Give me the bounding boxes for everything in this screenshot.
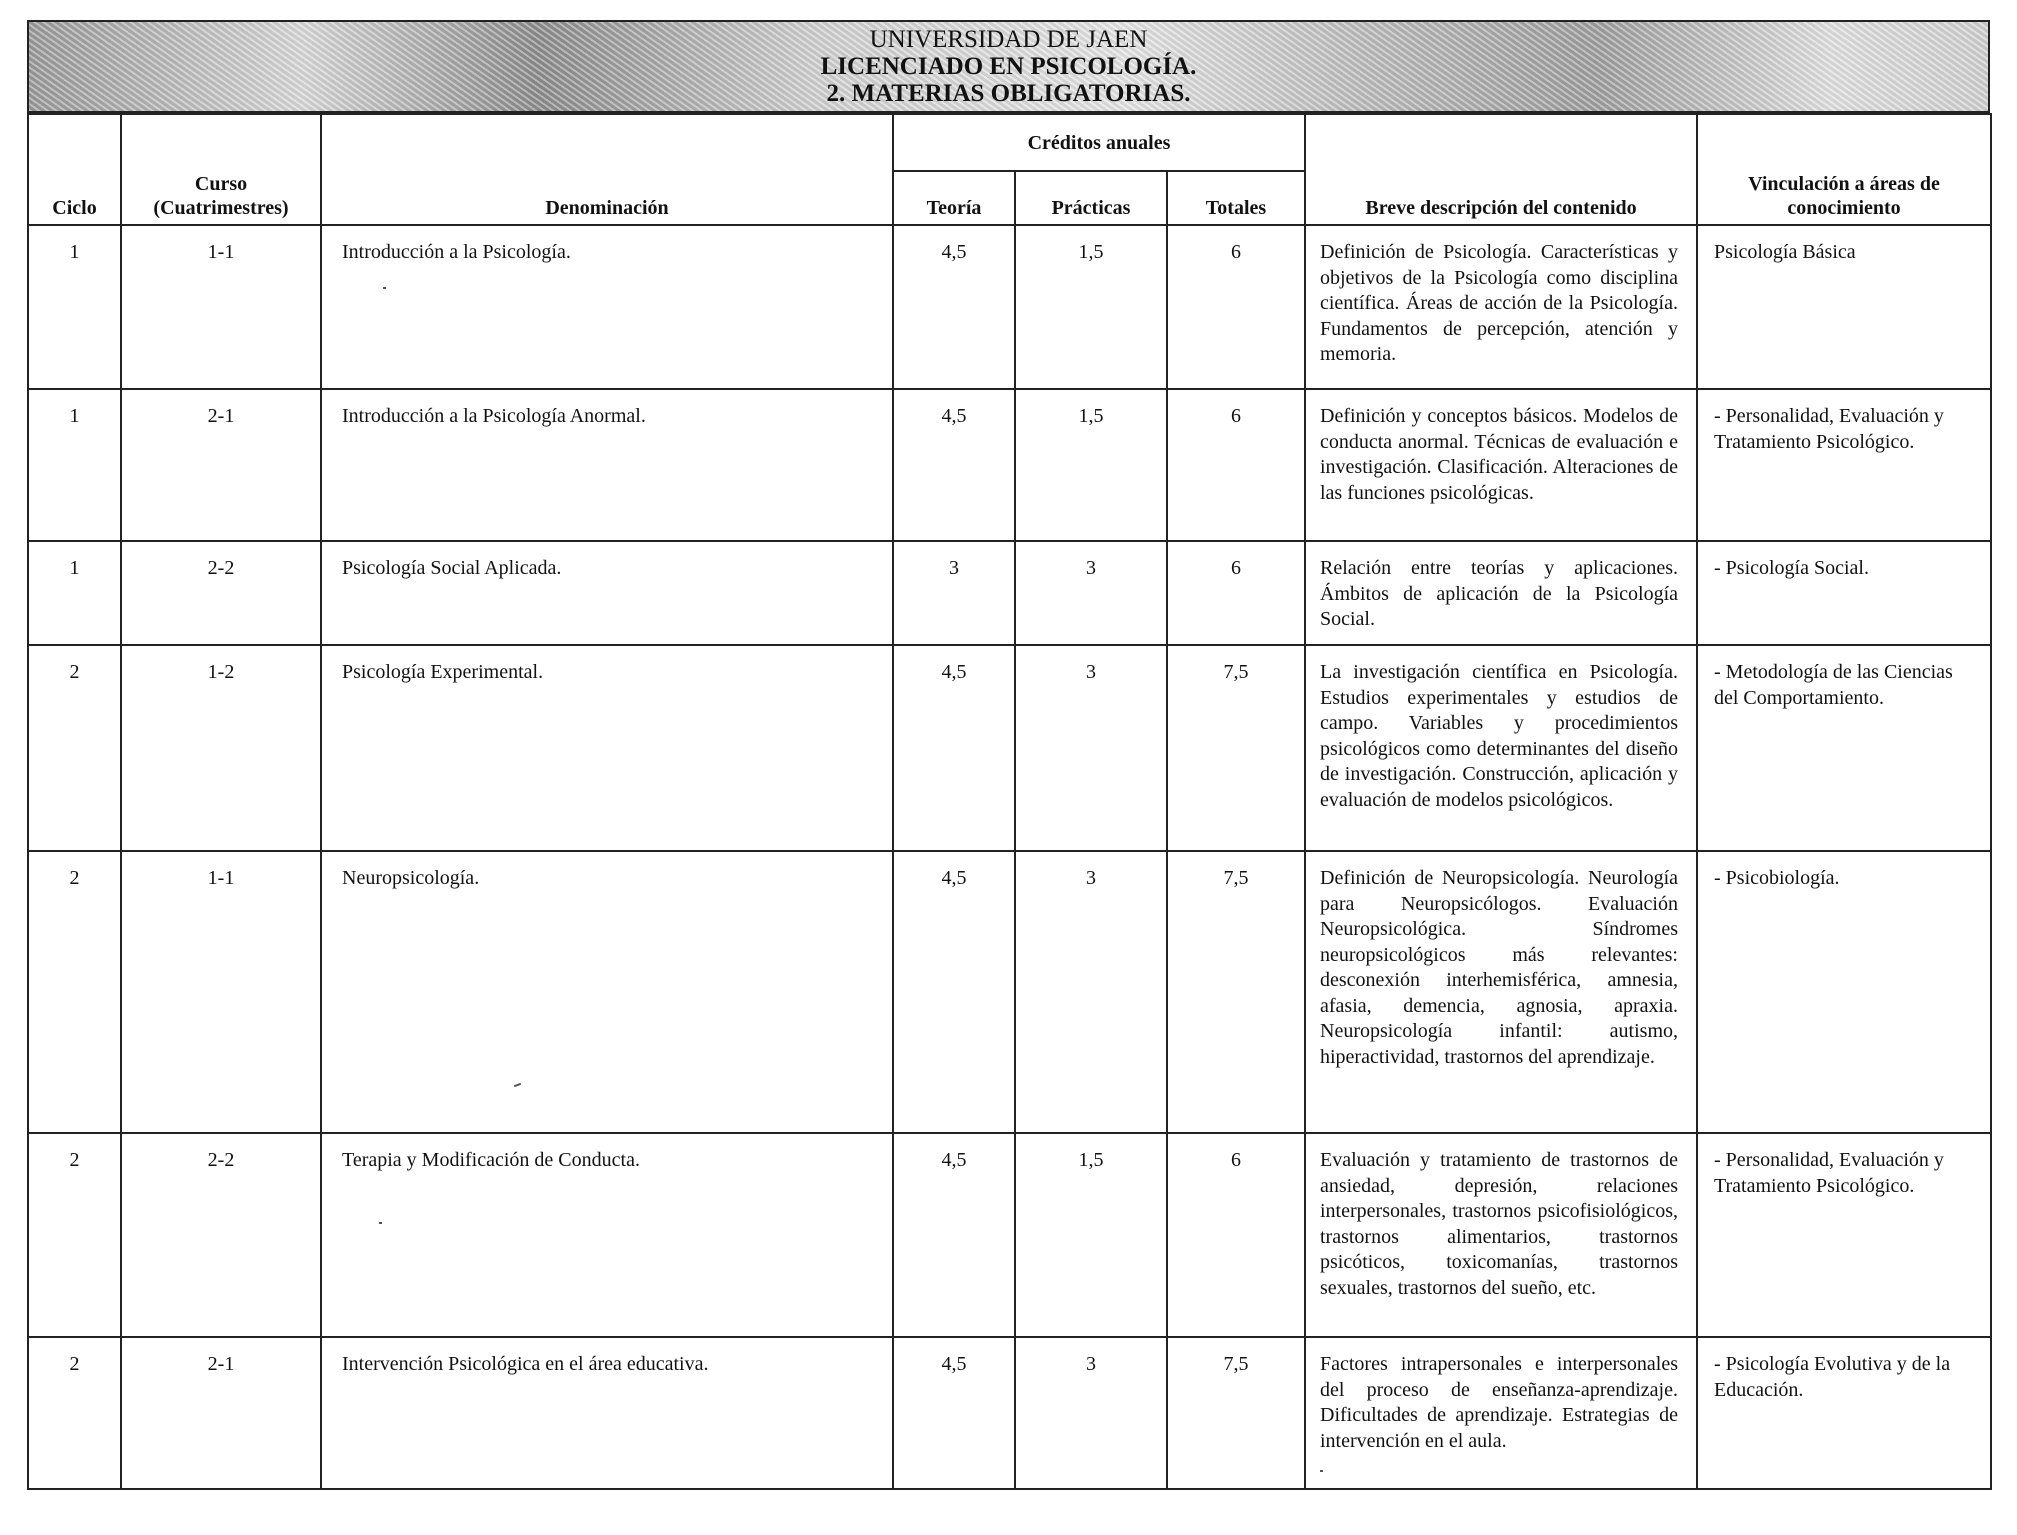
col-header-creditos: Créditos anuales [893, 114, 1305, 171]
table-row [28, 225, 1991, 389]
cell-ciclo: 2 [28, 1133, 121, 1337]
cell-denominacion: Terapia y Modificación de Conducta. [321, 1133, 893, 1337]
cell-vinculacion: - Psicobiología. [1697, 851, 1991, 1133]
cell-practicas: 3 [1015, 645, 1167, 851]
cell-ciclo: 2 [28, 645, 121, 851]
cell-curso: 1-1 [121, 225, 321, 389]
scan-speck [379, 1222, 382, 1224]
table-row [28, 1337, 1991, 1489]
cell-totales: 6 [1167, 225, 1305, 389]
scan-speck [383, 287, 386, 289]
col-header-curso-sub: (Cuatrimestres) [153, 197, 289, 219]
cell-denominacion: Psicología Social Aplicada. [321, 541, 893, 645]
scan-speck [1320, 1470, 1323, 1472]
cell-curso: 2-1 [121, 1337, 321, 1489]
cell-totales: 7,5 [1167, 645, 1305, 851]
cell-totales: 6 [1167, 389, 1305, 541]
table-row [28, 851, 1991, 1133]
cell-practicas: 1,5 [1015, 389, 1167, 541]
document-sheet [27, 20, 1990, 1490]
cell-denominacion: Introducción a la Psicología. [321, 225, 893, 389]
cell-totales: 7,5 [1167, 851, 1305, 1133]
cell-curso: 2-1 [121, 389, 321, 541]
col-header-ciclo: Ciclo [28, 114, 121, 225]
cell-ciclo: 1 [28, 389, 121, 541]
col-header-practicas: Prácticas [1015, 171, 1167, 225]
cell-denominacion: Neuropsicología. [321, 851, 893, 1133]
cell-denominacion: Psicología Experimental. [321, 645, 893, 851]
cell-curso: 2-2 [121, 541, 321, 645]
col-header-curso [121, 114, 321, 225]
col-header-teoria: Teoría [893, 171, 1015, 225]
cell-vinculacion: Psicología Básica [1697, 225, 1991, 389]
cell-ciclo: 1 [28, 541, 121, 645]
cell-descripcion: Relación entre teorías y aplicaciones. Ámbitos de aplicación de la Psicología Social. [1305, 541, 1697, 645]
cell-curso: 1-2 [121, 645, 321, 851]
col-header-vinculacion: Vinculación a áreas de conocimiento [1697, 114, 1991, 225]
cell-practicas: 3 [1015, 541, 1167, 645]
cell-denominacion: Introducción a la Psicología Anormal. [321, 389, 893, 541]
cell-vinculacion: - Personalidad, Evaluación y Tratamiento Psicológico. [1697, 389, 1991, 541]
cell-teoria: 4,5 [893, 1133, 1015, 1337]
cell-practicas: 1,5 [1015, 1133, 1167, 1337]
degree-title: LICENCIADO EN PSICOLOGÍA. [820, 53, 1197, 80]
cell-denominacion: Intervención Psicológica en el área educativa. [321, 1337, 893, 1489]
cell-ciclo: 2 [28, 851, 121, 1133]
cell-teoria: 4,5 [893, 225, 1015, 389]
table-row [28, 541, 1991, 645]
cell-curso: 2-2 [121, 1133, 321, 1337]
cell-vinculacion: - Metodología de las Ciencias del Comportamiento. [1697, 645, 1991, 851]
col-header-denominacion: Denominación [321, 114, 893, 225]
cell-descripcion: Definición de Neuropsicología. Neurología para Neuropsicólogos. Evaluación Neuropsicológica. Síndromes neuropsicológicos más relevantes: desconexión interhemisférica, amnesia, afasia, demencia, agnosia, apraxia. Neuropsicología infantil: autismo, hiperactividad, trastornos del aprendizaje. [1305, 851, 1697, 1133]
cell-descripcion: Factores intrapersonales e interpersonales del proceso de enseñanza-aprendizaje. Dificultades de aprendizaje. Estrategias de intervención en el aula. [1305, 1337, 1697, 1489]
cell-practicas: 3 [1015, 851, 1167, 1133]
cell-curso: 1-1 [121, 851, 321, 1133]
cell-teoria: 4,5 [893, 389, 1015, 541]
cell-totales: 7,5 [1167, 1337, 1305, 1489]
cell-descripcion: La investigación científica en Psicología. Estudios experimentales y estudios de campo. Variables y procedimientos psicológicos como determinantes del diseño de investigación. Construcción, aplicación y evaluación de modelos psicológicos. [1305, 645, 1697, 851]
cell-vinculacion: - Personalidad, Evaluación y Tratamiento Psicológico. [1697, 1133, 1991, 1337]
cell-vinculacion: - Psicología Social. [1697, 541, 1991, 645]
table-row [28, 645, 1991, 851]
cell-teoria: 4,5 [893, 1337, 1015, 1489]
col-header-descripcion: Breve descripción del contenido [1305, 114, 1697, 225]
cell-vinculacion: - Psicología Evolutiva y de la Educación. [1697, 1337, 1991, 1489]
header-banner [27, 20, 1990, 113]
cell-descripcion: Definición y conceptos básicos. Modelos de conducta anormal. Técnicas de evaluación e investigación. Clasificación. Alteraciones de las funciones psicológicas. [1305, 389, 1697, 541]
section-title: 2. MATERIAS OBLIGATORIAS. [826, 80, 1191, 107]
cell-practicas: 1,5 [1015, 225, 1167, 389]
cell-teoria: 3 [893, 541, 1015, 645]
cell-practicas: 3 [1015, 1337, 1167, 1489]
cell-teoria: 4,5 [893, 645, 1015, 851]
cell-ciclo: 2 [28, 1337, 121, 1489]
cell-descripcion: Definición de Psicología. Características y objetivos de la Psicología como disciplina científica. Áreas de acción de la Psicología. Fundamentos de percepción, atención y memoria. [1305, 225, 1697, 389]
subjects-table [27, 113, 1992, 1490]
cell-ciclo: 1 [28, 225, 121, 389]
col-header-totales: Totales [1167, 171, 1305, 225]
university-title: UNIVERSIDAD DE JAEN [869, 26, 1148, 53]
table-row [28, 1133, 1991, 1337]
cell-teoria: 4,5 [893, 851, 1015, 1133]
table-row [28, 389, 1991, 541]
cell-descripcion: Evaluación y tratamiento de trastornos de ansiedad, depresión, relaciones interpersonales, trastornos psicofisiológicos, trastornos alimentarios, trastornos psicóticos, toxicomanías, trastornos sexuales, trastornos del sueño, etc. [1305, 1133, 1697, 1337]
cell-totales: 6 [1167, 1133, 1305, 1337]
col-header-curso-label: Curso [194, 173, 248, 195]
cell-totales: 6 [1167, 541, 1305, 645]
